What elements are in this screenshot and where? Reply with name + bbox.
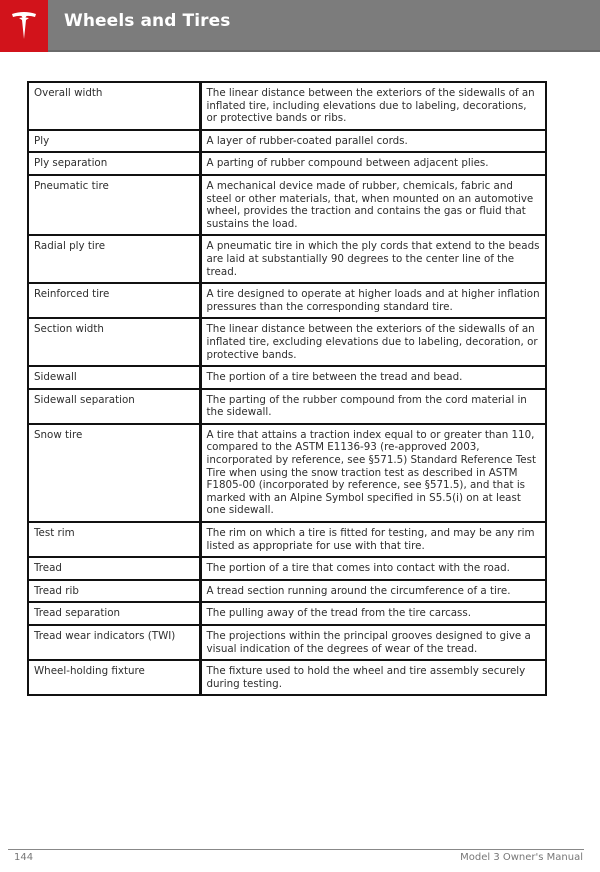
term-cell: Wheel-holding fixture (28, 660, 200, 695)
definition-cell: The pulling away of the tread from the tire carcass. (200, 602, 546, 625)
table-row (28, 580, 546, 603)
table-row (28, 424, 546, 522)
table-row (28, 283, 546, 318)
tesla-logo-icon (10, 11, 38, 41)
term-cell: Tread wear indicators (TWI) (28, 625, 200, 660)
table-row (28, 366, 546, 389)
definition-cell: A pneumatic tire in which the ply cords that extend to the beads are laid at substantially 90 degrees to the center line of the tread. (200, 235, 546, 283)
term-cell: Sidewall (28, 366, 200, 389)
table-row (28, 235, 546, 283)
definition-cell: The linear distance between the exteriors of the sidewalls of an inflated tire, excluding elevations due to labeling, decoration, or protective bands. (200, 318, 546, 366)
term-cell: Test rim (28, 522, 200, 557)
table-row (28, 625, 546, 660)
table-row (28, 557, 546, 580)
table-row (28, 389, 546, 424)
definition-cell: The fixture used to hold the wheel and tire assembly securely during testing. (200, 660, 546, 695)
table-row (28, 175, 546, 235)
term-cell: Tread rib (28, 580, 200, 603)
term-cell: Snow tire (28, 424, 200, 522)
definition-cell: The linear distance between the exteriors of the sidewalls of an inflated tire, including elevations due to labeling, decorations, or protective bands or ribs. (200, 82, 546, 130)
table-row (28, 660, 546, 695)
term-cell: Ply separation (28, 152, 200, 175)
term-cell: Section width (28, 318, 200, 366)
definition-cell: The parting of the rubber compound from the cord material in the sidewall. (200, 389, 546, 424)
table-row (28, 318, 546, 366)
term-cell: Ply (28, 130, 200, 153)
term-cell: Tread (28, 557, 200, 580)
term-cell: Pneumatic tire (28, 175, 200, 235)
page-title: Wheels and Tires (64, 11, 231, 31)
definition-cell: A layer of rubber-coated parallel cords. (200, 130, 546, 153)
table-row (28, 522, 546, 557)
page-header (0, 0, 600, 52)
definition-cell: The portion of a tire between the tread and bead. (200, 366, 546, 389)
term-cell: Tread separation (28, 602, 200, 625)
table-row (28, 82, 546, 130)
term-cell: Sidewall separation (28, 389, 200, 424)
table-row (28, 130, 546, 153)
definition-cell: A parting of rubber compound between adjacent plies. (200, 152, 546, 175)
tesla-logo (0, 0, 48, 52)
term-cell: Overall width (28, 82, 200, 130)
definition-cell: The portion of a tire that comes into contact with the road. (200, 557, 546, 580)
definition-cell: The projections within the principal grooves designed to give a visual indication of the degrees of wear of the tread. (200, 625, 546, 660)
table-row (28, 602, 546, 625)
definition-cell: A mechanical device made of rubber, chemicals, fabric and steel or other materials, that, when mounted on an automotive wheel, provides the traction and contains the gas or fluid that sustains the load. (200, 175, 546, 235)
definition-cell: The rim on which a tire is fitted for testing, and may be any rim listed as appropriate for use with that tire. (200, 522, 546, 557)
definition-cell: A tire designed to operate at higher loads and at higher inflation pressures than the corresponding standard tire. (200, 283, 546, 318)
table-row (28, 152, 546, 175)
footer-divider (8, 849, 584, 850)
definition-cell: A tire that attains a traction index equal to or greater than 110, compared to the ASTM E1136-93 (re-approved 2003, incorporated by reference, see §571.5) Standard Reference Test Tire when using the snow traction test as described in ASTM F1805-00 (incorporated by reference, see §571.5), and that is marked with an Alpine Symbol specified in S5.5(i) on at least one sidewall. (200, 424, 546, 522)
term-cell: Reinforced tire (28, 283, 200, 318)
tire-terminology-table (27, 81, 547, 696)
term-cell: Radial ply tire (28, 235, 200, 283)
manual-title: Model 3 Owner's Manual (460, 852, 583, 863)
page-number: 144 (14, 852, 34, 863)
definition-cell: A tread section running around the circumference of a tire. (200, 580, 546, 603)
